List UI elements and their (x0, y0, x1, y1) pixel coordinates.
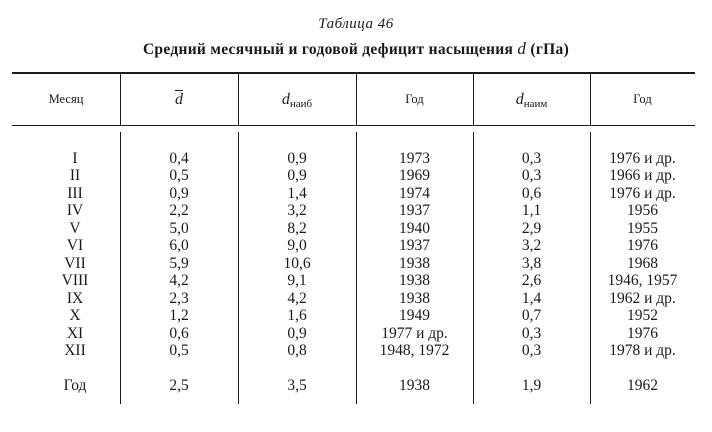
cell-d-min: 0,3 (521, 167, 542, 185)
cell-d-min: 1,1 (521, 202, 542, 220)
annual-cell-d-mean: 2,5 (169, 377, 189, 394)
cell-d-min: 2,6 (521, 272, 542, 290)
cell-d-mean: 6,0 (169, 237, 189, 255)
cell-d-mean: 0,9 (169, 184, 189, 202)
cell-month: IX (66, 289, 84, 307)
cell-year-min: 1946, 1957 (607, 272, 678, 290)
cell-year-max: 1974 (399, 184, 430, 202)
cell-year-max: 1973 (399, 150, 430, 167)
cell-d-mean: 4,2 (169, 272, 189, 290)
cell-year-min: 1978 и др. (609, 341, 676, 359)
cell-d-min: 0,6 (521, 184, 542, 202)
cell-d-max: 1,4 (287, 184, 307, 202)
cell-month: VI (66, 237, 84, 255)
cell-year-max: 1938 (399, 289, 430, 307)
cell-d-mean: 5,9 (169, 254, 189, 272)
cell-d-mean: 1,2 (169, 307, 189, 324)
header-d-min-symbol: d (515, 90, 524, 108)
cell-year-max: 1938 (399, 272, 430, 290)
annual-cell-year-min: 1962 (627, 377, 658, 394)
cell-d-max: 3,2 (287, 202, 307, 220)
cell-d-max: 9,0 (287, 237, 307, 255)
cell-year-max: 1977 и др. (381, 324, 448, 342)
annual-cell-year-max: 1938 (399, 377, 430, 394)
header-d-min-subscript: наим (523, 97, 548, 110)
cell-month: III (67, 184, 83, 202)
cell-month: XII (64, 341, 86, 359)
cell-d-mean: 0,5 (169, 167, 189, 185)
cell-d-mean: 0,5 (169, 341, 189, 359)
table-title-unit: (гПа) (530, 41, 570, 58)
cell-year-min: 1966 и др. (609, 167, 676, 185)
cell-d-min: 0,3 (521, 324, 542, 342)
cell-year-min: 1952 (627, 307, 658, 324)
annual-cell-d-max: 3,5 (287, 377, 307, 394)
cell-year-min: 1976 (627, 237, 658, 255)
cell-year-max: 1937 (399, 237, 430, 255)
cell-year-min: 1976 и др. (609, 184, 676, 202)
cell-year-min: 1968 (627, 254, 658, 272)
cell-year-max: 1949 (399, 307, 430, 324)
header-d-mean (120, 74, 238, 125)
annual-cell-month: Год (63, 377, 87, 394)
cell-d-mean: 2,3 (169, 289, 189, 307)
cell-month: XI (66, 324, 84, 342)
cell-d-min: 0,7 (521, 307, 542, 324)
cell-d-mean: 0,4 (169, 150, 189, 167)
cell-month: V (69, 219, 81, 237)
cell-month: VIII (61, 272, 89, 290)
header-d-max (238, 74, 356, 125)
table-title-text: Средний месячный и годовой дефицит насыщения (142, 41, 514, 58)
cell-year-min: 1956 (627, 202, 658, 220)
cell-month: I (72, 150, 78, 167)
cell-year-min: 1976 (627, 324, 658, 342)
cell-d-max: 9,1 (287, 272, 307, 290)
header-year-max: Год (405, 92, 424, 106)
table-title-variable: d (517, 39, 527, 58)
table-number: Таблица 46 (318, 16, 394, 32)
cell-year-max: 1940 (399, 219, 430, 237)
cell-year-min: 1962 и др. (609, 289, 676, 307)
cell-d-max: 8,2 (287, 219, 307, 237)
cell-d-max: 0,9 (287, 167, 307, 185)
cell-year-max: 1969 (399, 167, 430, 185)
cell-year-max: 1938 (399, 254, 430, 272)
cell-d-max: 10,6 (283, 254, 311, 272)
table-title (0, 39, 712, 59)
cell-d-max: 0,9 (287, 324, 307, 342)
cell-d-max: 1,6 (287, 307, 307, 324)
cell-d-min: 0,3 (521, 341, 542, 359)
cell-d-mean: 0,6 (169, 324, 189, 342)
cell-d-min: 0,3 (521, 150, 542, 167)
cell-d-min: 2,9 (521, 219, 542, 237)
cell-d-max: 4,2 (287, 289, 307, 307)
cell-year-max: 1937 (399, 202, 430, 220)
header-d-max-subscript: наиб (289, 97, 313, 110)
cell-d-max: 0,8 (287, 341, 307, 359)
cell-month: IV (66, 202, 84, 220)
cell-d-mean: 2,2 (169, 202, 189, 220)
cell-d-min: 1,4 (521, 289, 542, 307)
cell-year-max: 1948, 1972 (379, 341, 450, 359)
cell-month: VII (64, 254, 86, 272)
header-d-min (473, 74, 590, 125)
cell-month: X (69, 307, 81, 324)
header-d-max-symbol: d (281, 90, 290, 108)
cell-d-min: 3,2 (521, 237, 542, 255)
cell-d-min: 3,8 (521, 254, 542, 272)
table-header-rule (12, 125, 695, 126)
cell-month: II (69, 167, 81, 185)
header-d-mean-symbol: $\overline{d}$ (175, 90, 183, 108)
cell-d-max: 0,9 (287, 150, 307, 167)
header-year-min: Год (633, 92, 652, 106)
cell-d-mean: 5,0 (169, 219, 189, 237)
header-month: Месяц (48, 92, 84, 106)
annual-cell-d-min: 1,9 (521, 377, 542, 394)
cell-year-min: 1955 (627, 219, 658, 237)
cell-year-min: 1976 и др. (609, 150, 676, 167)
